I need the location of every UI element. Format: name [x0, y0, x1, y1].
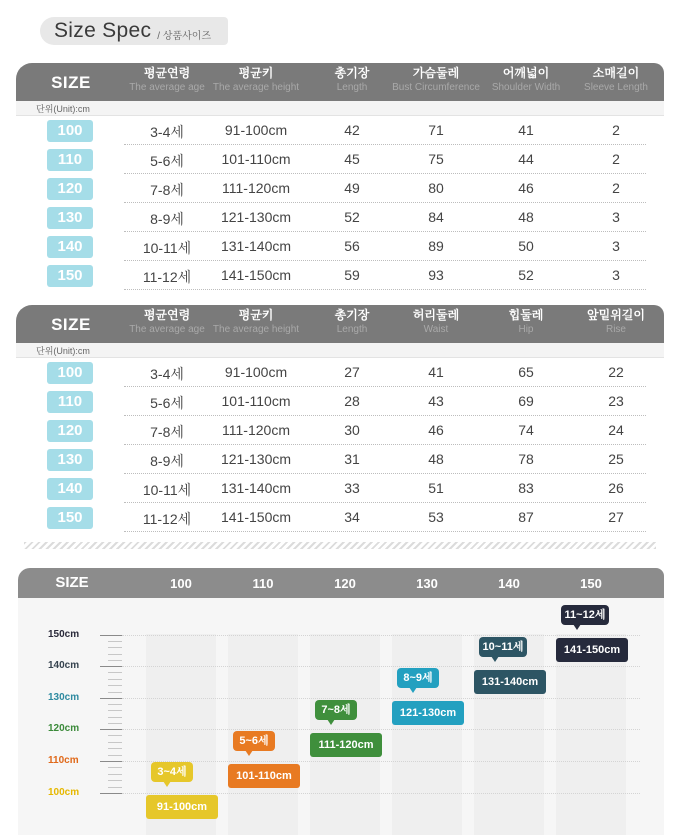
table-cell: 69 [518, 393, 534, 409]
column-header [213, 66, 299, 95]
size-chart-column-label: 100 [170, 576, 192, 591]
height-range-bar: 101-110cm [228, 764, 300, 788]
row-divider [124, 531, 646, 532]
size-badge: 110 [47, 149, 93, 171]
table-cell: 52 [518, 267, 534, 283]
y-axis-tick [100, 666, 122, 667]
y-axis-minor-tick [108, 748, 122, 749]
table-header [16, 63, 664, 101]
table-cell: 2 [612, 122, 620, 138]
table-cell: 121-130cm [220, 209, 292, 225]
y-axis-tick [100, 729, 122, 730]
y-axis-minor-tick [108, 774, 122, 775]
table-cell: 48 [518, 209, 534, 225]
table-cell: 84 [428, 209, 444, 225]
table-cell: 141-150cm [220, 509, 292, 525]
y-axis-minor-tick [108, 710, 122, 711]
y-axis-minor-tick [108, 723, 122, 724]
table-cell: 131-140cm [220, 480, 292, 496]
table-cell: 31 [344, 451, 360, 467]
height-range-bar: 141-150cm [556, 638, 628, 662]
column-header-ko: 소매길이 [592, 66, 640, 80]
gridline [122, 635, 640, 636]
table-cell: 78 [518, 451, 534, 467]
table-cell: 11-12세 [142, 511, 192, 527]
size-badge: 100 [47, 362, 93, 384]
table-cell: 80 [428, 180, 444, 196]
table-cell: 74 [518, 422, 534, 438]
table-body [16, 116, 664, 290]
age-bubble: 3~4세 [151, 762, 193, 782]
table-cell: 3 [612, 209, 620, 225]
column-header [492, 66, 560, 95]
column-header-ko: 평균연령 [143, 66, 191, 80]
table-row [16, 174, 664, 203]
table-cell: 111-120cm [222, 180, 290, 196]
table-cell: 41 [518, 122, 534, 138]
table-cell: 33 [344, 480, 360, 496]
table-cell: 34 [344, 509, 360, 525]
y-axis-label: 100cm [48, 787, 80, 798]
table-cell: 10-11세 [142, 482, 192, 498]
y-axis-minor-tick [108, 654, 122, 655]
unit-row [16, 101, 664, 116]
size-chart-column-label: 130 [416, 576, 438, 591]
column-header-en: Shoulder Width [491, 82, 561, 93]
table-cell: 28 [344, 393, 360, 409]
y-axis-minor-tick [108, 780, 122, 781]
table-row [16, 387, 664, 416]
column-header [413, 308, 459, 337]
table-cell: 93 [428, 267, 444, 283]
y-axis-label: 120cm [48, 723, 80, 734]
table-cell: 50 [518, 238, 534, 254]
column-header-en: Length [336, 324, 368, 335]
table-cell: 53 [428, 509, 444, 525]
gridline [122, 666, 640, 667]
section-divider [24, 542, 656, 549]
column-header-en: Hip [518, 324, 534, 335]
table-row [16, 503, 664, 532]
size-badge: 150 [47, 507, 93, 529]
size-badge: 140 [47, 236, 93, 258]
y-axis-minor-tick [108, 641, 122, 642]
size-chart-column-background [392, 634, 462, 835]
table-cell: 49 [344, 180, 360, 196]
table-cell: 2 [612, 180, 620, 196]
y-axis-minor-tick [108, 704, 122, 705]
size-chart-header-label: SIZE [55, 574, 89, 591]
table-cell: 27 [344, 364, 360, 380]
column-header [129, 66, 205, 95]
table-cell: 91-100cm [224, 122, 288, 138]
table-cell: 11-12세 [142, 269, 192, 285]
column-header-ko: 총기장 [334, 308, 370, 322]
column-header-ko: 평균연령 [143, 308, 191, 322]
y-axis-minor-tick [108, 787, 122, 788]
size-badge: 110 [47, 391, 93, 413]
size-badge: 130 [47, 207, 93, 229]
gridline [122, 793, 640, 794]
size-header-label: SIZE [51, 315, 91, 334]
table-cell: 48 [428, 451, 444, 467]
column-header-ko: 평균키 [238, 308, 274, 322]
table-cell: 3 [612, 238, 620, 254]
y-axis-minor-tick [108, 742, 122, 743]
y-axis-label: 150cm [48, 629, 80, 640]
y-axis-minor-tick [108, 647, 122, 648]
column-header-ko: 가슴둘레 [412, 66, 460, 80]
y-axis-label: 130cm [48, 692, 80, 703]
column-header [129, 308, 205, 337]
y-axis-minor-tick [108, 717, 122, 718]
column-header [335, 308, 370, 337]
table-cell: 10-11세 [142, 240, 192, 256]
size-chart-column-background [556, 634, 626, 835]
table-row [16, 116, 664, 145]
size-header-label: SIZE [51, 73, 91, 92]
table-cell: 91-100cm [224, 364, 288, 380]
size-badge: 140 [47, 478, 93, 500]
table-cell: 46 [518, 180, 534, 196]
table-cell: 56 [344, 238, 360, 254]
size-badge: 100 [47, 120, 93, 142]
table-cell: 89 [428, 238, 444, 254]
table-cell: 83 [518, 480, 534, 496]
y-axis-minor-tick [108, 767, 122, 768]
y-axis-minor-tick [108, 755, 122, 756]
column-header-ko: 앞밑위길이 [587, 308, 645, 322]
size-chart-column-label: 110 [252, 576, 274, 591]
row-divider [124, 289, 646, 290]
y-axis-label: 110cm [48, 755, 79, 766]
column-header-en: The average height [212, 82, 300, 93]
table-cell: 46 [428, 422, 444, 438]
table-cell: 43 [428, 393, 444, 409]
table-cell: 141-150cm [220, 267, 292, 283]
column-header [392, 66, 480, 95]
y-axis-minor-tick [108, 672, 122, 673]
table-cell: 5-6세 [150, 153, 184, 169]
table-cell: 30 [344, 422, 360, 438]
table-cell: 42 [344, 122, 360, 138]
table-cell: 87 [518, 509, 534, 525]
table-cell: 45 [344, 151, 360, 167]
table-cell: 5-6세 [150, 395, 184, 411]
table-cell: 44 [518, 151, 534, 167]
size-badge: 120 [47, 420, 93, 442]
y-axis-minor-tick [108, 679, 122, 680]
size-chart-column-background [474, 634, 544, 835]
column-header-en: Rise [605, 324, 626, 335]
table-row [16, 416, 664, 445]
column-header [587, 308, 645, 337]
size-badge: 120 [47, 178, 93, 200]
column-header-en: Waist [423, 324, 449, 335]
table-cell: 52 [344, 209, 360, 225]
table-row [16, 358, 664, 387]
column-header-ko: 허리둘레 [412, 308, 460, 322]
table-header [16, 305, 664, 343]
table-row [16, 203, 664, 232]
gridline [122, 698, 640, 699]
top-size-table [16, 63, 664, 290]
table-cell: 3 [612, 267, 620, 283]
page-title: Size Spec [54, 19, 152, 42]
table-cell: 27 [608, 509, 624, 525]
table-cell: 7-8세 [150, 182, 184, 198]
y-axis-minor-tick [108, 685, 122, 686]
column-header-ko: 어깨넓이 [502, 66, 550, 80]
table-cell: 131-140cm [220, 238, 292, 254]
table-cell: 2 [612, 151, 620, 167]
table-cell: 3-4세 [150, 124, 184, 140]
unit-label: 단위(Unit):cm [36, 346, 90, 356]
table-cell: 65 [518, 364, 534, 380]
age-bubble: 5~6세 [233, 731, 275, 751]
table-cell: 26 [608, 480, 624, 496]
gridline [122, 761, 640, 762]
age-bubble: 11~12세 [561, 605, 609, 625]
table-row [16, 145, 664, 174]
height-range-bar: 131-140cm [474, 670, 546, 694]
table-row [16, 474, 664, 503]
table-cell: 22 [608, 364, 624, 380]
y-axis-label: 140cm [48, 660, 80, 671]
column-header-en: The average height [212, 324, 300, 335]
size-badge: 130 [47, 449, 93, 471]
y-axis-tick [100, 761, 122, 762]
column-header-en: Bust Circumference [392, 82, 480, 93]
column-header-en: The average age [129, 324, 205, 335]
y-axis-minor-tick [108, 692, 122, 693]
table-cell: 24 [608, 422, 624, 438]
size-badge: 150 [47, 265, 93, 287]
table-cell: 101-110cm [221, 151, 291, 167]
table-cell: 59 [344, 267, 360, 283]
size-chart-column-label: 140 [498, 576, 520, 591]
height-range-bar: 121-130cm [392, 701, 464, 725]
size-chart-column-label: 150 [580, 576, 602, 591]
age-bubble: 10~11세 [479, 637, 527, 657]
table-cell: 75 [428, 151, 444, 167]
table-cell: 8-9세 [150, 453, 184, 469]
table-cell: 111-120cm [222, 422, 290, 438]
height-range-bar: 111-120cm [310, 733, 382, 757]
unit-row [16, 343, 664, 358]
table-row [16, 261, 664, 290]
column-header-ko: 힙둘레 [508, 308, 544, 322]
column-header-en: The average age [129, 82, 205, 93]
table-cell: 41 [428, 364, 444, 380]
column-header [335, 66, 370, 95]
table-cell: 51 [428, 480, 444, 496]
table-body [16, 358, 664, 532]
bottom-size-table [16, 305, 664, 532]
table-cell: 3-4세 [150, 366, 184, 382]
table-cell: 7-8세 [150, 424, 184, 440]
column-header-en: Length [336, 82, 368, 93]
table-cell: 23 [608, 393, 624, 409]
page-title-tab [40, 17, 228, 45]
column-header-ko: 총기장 [334, 66, 370, 80]
table-cell: 121-130cm [220, 451, 292, 467]
y-axis-tick [100, 698, 122, 699]
table-cell: 25 [608, 451, 624, 467]
y-axis-minor-tick [108, 660, 122, 661]
unit-label: 단위(Unit):cm [36, 104, 90, 114]
gridline [122, 729, 640, 730]
table-row [16, 445, 664, 474]
column-header [509, 308, 544, 337]
table-cell: 101-110cm [221, 393, 291, 409]
y-axis-tick [100, 635, 122, 636]
table-row [16, 232, 664, 261]
size-chart-column-label: 120 [334, 576, 356, 591]
column-header [213, 308, 299, 337]
column-header-ko: 평균키 [238, 66, 274, 80]
table-cell: 8-9세 [150, 211, 184, 227]
page-subtitle: / 상품사이즈 [157, 30, 212, 42]
age-bubble: 7~8세 [315, 700, 357, 720]
y-axis-minor-tick [108, 735, 122, 736]
y-axis-tick [100, 793, 122, 794]
table-cell: 71 [428, 122, 444, 138]
column-header-en: Sleeve Length [584, 82, 648, 93]
size-chart-header [18, 568, 664, 598]
height-range-bar: 91-100cm [146, 795, 218, 819]
age-bubble: 8~9세 [397, 668, 439, 688]
column-header [584, 66, 648, 95]
